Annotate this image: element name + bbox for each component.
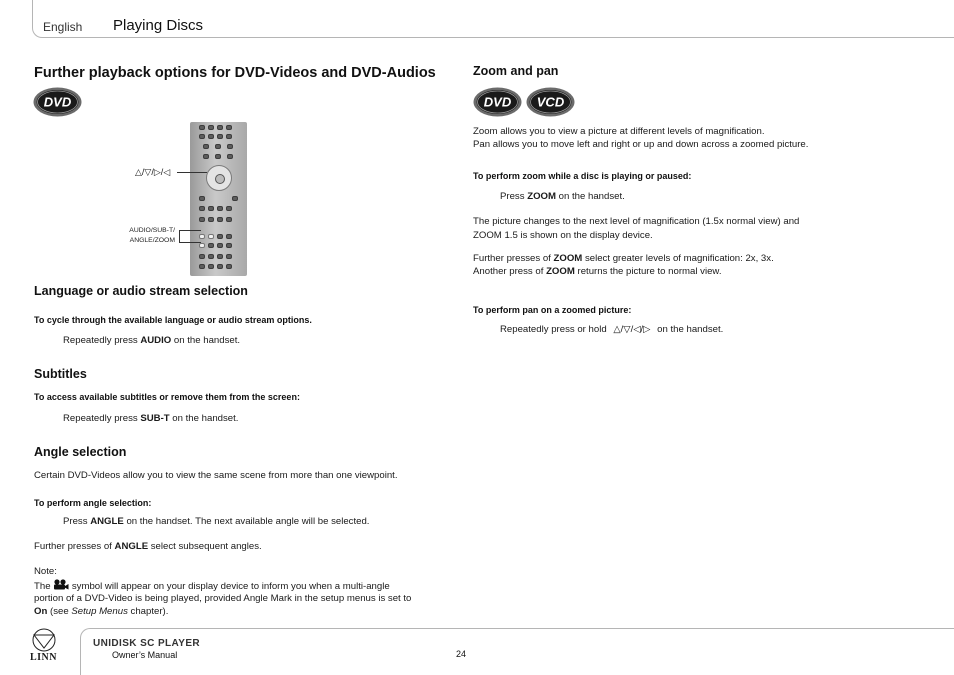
angle-further: Further presses of ANGLE select subsequent angles. [34,541,262,552]
linn-logo: LINN [30,652,58,663]
angle-heading: Angle selection [34,445,127,459]
svg-text:DVD: DVD [43,94,72,110]
zoom-change: The picture changes to the next level of magnification (1.5x normal view) and ZOOM 1.5 is shown on the display device. [473,216,800,241]
subtitles-subheading: To access available subtitles or remove them from the screen: [34,392,300,402]
dvd-logo [33,87,82,117]
pan-instruction: Repeatedly press or hold △/▽/◁/▷ on the handset. [500,324,724,335]
page-number: 24 [456,649,467,659]
language-instruction: Repeatedly press AUDIO on the handset. [63,335,241,346]
pan-arrow-icons: △/▽/◁/▷ [613,324,651,335]
language-subheading: To cycle through the available language or audio stream options. [34,315,312,325]
angle-intro: Certain DVD-Videos allow you to view the same scene from more than one viewpoint. [34,470,398,481]
left-section-title: Further playback options for DVD-Videos and DVD-Audios [34,65,436,81]
footer-manual: Owner’s Manual [112,650,178,660]
remote-control-illustration [190,122,247,276]
svg-text:DVD: DVD [483,94,512,110]
page-footer [80,628,954,675]
camera-angle-icon [53,579,69,590]
dvd-logo-zoom [473,87,522,117]
page-header [32,0,954,38]
vcd-logo [526,87,575,117]
svg-text:VCD: VCD [536,94,565,110]
subtitles-instruction: Repeatedly press SUB-T on the handset. [63,413,239,424]
zoom-intro: Zoom allows you to view a picture at different levels of magnification. Pan allows you to move left and right or up and down across a zoomed picture. [473,126,809,150]
zoom-pan-heading: Zoom and pan [473,64,559,78]
angle-instruction: Press ANGLE on the handset. The next available angle will be selected. [63,516,370,527]
angle-subheading: To perform angle selection: [34,498,152,508]
footer-product: UNIDISK SC PLAYER [93,638,201,649]
header-title: Playing Discs [113,17,204,34]
subtitles-heading: Subtitles [34,367,87,381]
nav-arrows-callout: △/▽/▷/◁ [135,167,171,177]
pan-subheading: To perform pan on a zoomed picture: [473,305,632,315]
zoom-instruction: Press ZOOM on the handset. [500,191,625,202]
angle-note: Note: The symbol will appear on your display device to inform you when a multi-angle portion of a DVD-Video is being played, provided Angle Mark in the setup menus is set to On (see Setup Menus chapter). [34,566,412,617]
language-heading: Language or audio stream selection [34,284,248,298]
zoom-subheading: To perform zoom while a disc is playing or paused: [473,171,692,181]
zoom-further: Further presses of ZOOM select greater levels of magnification: 2x, 3x. Another press of ZOOM returns the picture to normal view. [473,253,774,277]
linn-emblem-icon [31,628,57,652]
buttons-callout: AUDIO/SUB-T/ ANGLE/ZOOM [129,227,175,244]
header-language: English [43,20,83,34]
